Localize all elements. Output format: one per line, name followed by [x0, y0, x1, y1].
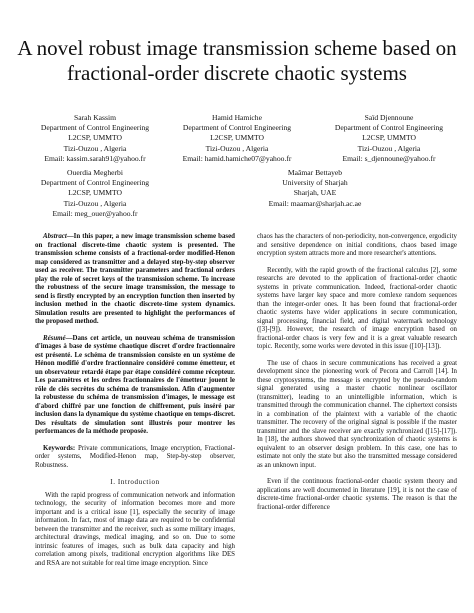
intro-paragraph: With the rapid progress of communication network and information technology, the security of information becomes more and more important and is a critical issue [1], especially the security of image information. In fact, most of image data are required to be confidential between the transmitter and the receiver, such as some military images, architectural drawings, medical imaging, and so on. Due to some intrinsic features of images, such as bulk data capacity and high correlation among pixels, traditional encryption algorithms like DES and RSA are not suitable for real time image encryption. Since	[35, 491, 235, 567]
author-lab: Sharjah, UAE	[293, 188, 337, 198]
author-dept: Department of Control Engineering	[40, 178, 150, 188]
resume-label: Résumé	[43, 334, 66, 342]
author-name: Maâmar Bettayeb	[287, 168, 343, 177]
author-block	[240, 168, 390, 209]
resume-text: —Dans cet article, un nouveau schéma de transmission d'images à base de système chaotique discret d'ordre fractionnaire est présenté. Le schéma de transmission consiste en un système de Hénon modifié d'ordre fractionnaire considéré comme émetteur, et un observateur retardé étape par étape considéré comme récepteur. Les paramètres et les ordres fractionnaires de l'émetteur jouent le rôle de clés secrètes du schéma de transmission. Afin d'augmenter la robustesse du schéma de transmission d'images, le message est d'abord chiffré par une fonction de chiffrement, puis inséré par inclusion dans la dynamique du système chaotique en temps-discret. Des résultats de simulation sont illustrés pour montrer les performances de la méthode proposée.	[35, 334, 235, 435]
body-paragraph: The use of chaos in secure communications has received a great development since the pioneering work of Pecora and Carroll [14]. In these cryptosystems, the message is encrypted by the pseudo-random signal generated using a master chaotic nonlinear oscillator (transmitter), leading to an unintelligible information, which is transmitted through the communication channel. The ciphertext consists in a combination of the plaintext with a variable of the chaotic transmitter. The recovery of the original signal is possible if the master transmitter and the slave receiver are exactly synchronized ([15]-[17]). In [18], the authors showed that synchronization of chaotic systems is equivalent to an observer design problem. In this case, one has to estimate not only the state but also the transmitted message considered as an unknown input.	[257, 359, 457, 469]
author-email: Email: hamid.hamiche07@yahoo.fr	[182, 153, 292, 163]
author-name: Saïd Djennoune	[364, 113, 414, 122]
author-lab: L2CSP, UMMTO	[68, 133, 122, 143]
keywords-text: Private communications, Image encryption, Fractional-order systems, Modified-Henon map, Step-by-step observer, Robustness.	[35, 444, 235, 469]
author-city: Tizi-Ouzou , Algeria	[63, 198, 127, 208]
author-name: Ouerdia Megherbi	[67, 168, 123, 177]
author-block	[314, 113, 464, 164]
author-city: Tizi-Ouzou , Algeria	[357, 143, 421, 153]
body-paragraph: chaos has the characters of non-periodicity, non-convergence, ergodicity and sensitive dependence on initial conditions, chaos based image encryption system attracts more and more researcher's attentions.	[257, 233, 457, 257]
abstract	[35, 233, 235, 327]
title-line-2: fractional-order discrete chaotic systems	[67, 61, 407, 85]
resume	[35, 335, 235, 437]
abstract-label: Abstract	[43, 233, 67, 240]
keywords	[35, 445, 235, 471]
author-block	[20, 113, 170, 164]
author-dept: University of Sharjah	[282, 178, 348, 188]
author-lab: L2CSP, UMMTO	[362, 133, 416, 143]
author-city: Email: maamar@sharjah.ac.ae	[268, 198, 362, 208]
author-city: Tizi-Ouzou , Algeria	[63, 143, 127, 153]
keywords-label: Keywords:	[43, 444, 76, 452]
body-paragraph: Even if the continuous fractional-order chaotic system theory and applications are well documented in literature [19], it is not the case of discrete-time fractional-order chaotic systems. The reason is that the fractional-order difference	[257, 478, 457, 511]
author-name: Sarah Kassim	[74, 113, 116, 122]
title-line-1: A novel robust image transmission scheme based on	[17, 36, 457, 60]
author-city: Tizi-Ouzou , Algeria	[205, 143, 269, 153]
author-lab: L2CSP, UMMTO	[210, 133, 264, 143]
author-name: Hamid Hamiche	[212, 113, 262, 122]
left-column	[35, 233, 235, 568]
author-dept: Department of Control Engineering	[40, 123, 150, 133]
author-email: Email: meg_ouer@yahoo.fr	[52, 208, 138, 218]
section-heading: I. Introduction	[110, 478, 160, 486]
author-lab: L2CSP, UMMTO	[68, 188, 122, 198]
body-paragraph: Recently, with the rapid growth of the fractional calculus [2], some researchs are devoted to the application of fractional-order chaotic systems in private communication. Indeed, fractional-order chaotic systems have larger key space and more comlexe random sequences than the integer-order ones. It has been found that fractional-order chaotic systems have wider applications in secure communication, signal processing, financial field, and digital watermark technology ([3]-[9]). However, the research of image encryption based on fractional-order chaos is very few and it is a great valuable research topic. Recently, some works were devoted in this issue ([10]-[13]).	[257, 266, 457, 350]
author-block	[20, 168, 170, 219]
author-block	[162, 113, 312, 164]
author-email: Email: s_djennoune@yahoo.fr	[342, 153, 436, 163]
author-email: Email: kassim.sarah91@yahoo.fr	[44, 153, 146, 163]
author-dept: Department of Control Engineering	[334, 123, 444, 133]
right-column	[257, 233, 457, 512]
author-dept: Department of Control Engineering	[182, 123, 292, 133]
abstract-text: —In this paper, a new image transmission scheme based on fractional discrete-time chaotic system is presented. The transmission scheme consists of a fractional-order modified-Henon map considered as transmitter and a delayed step-by-step observer used as receiver. The transmitter parameters and fractional orders play the role of secret keys of the transmission scheme. To increase the robustness of the secure image transmission, the message to send is firstly encrypted by an encryption function then inserted by inclusion method in the chaotic discrete-time system dynamics. Simulation results are presented to highlight the performances of the proposed method.	[35, 233, 235, 325]
